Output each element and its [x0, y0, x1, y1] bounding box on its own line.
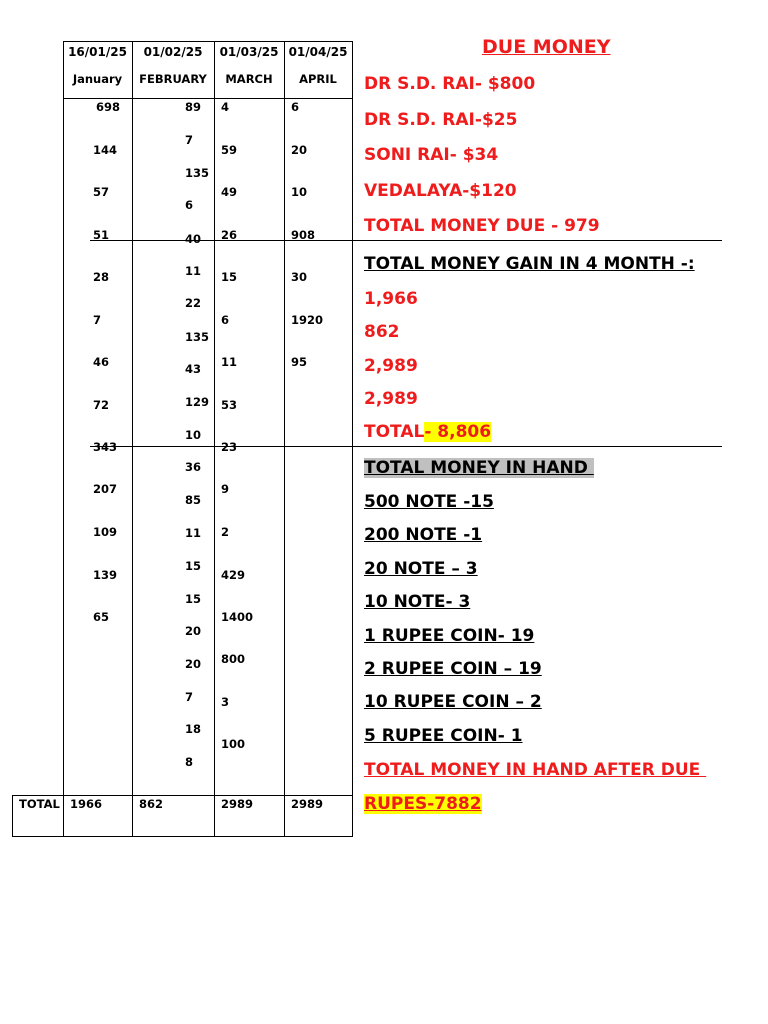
- gain-total-value: - 8,806: [424, 422, 492, 442]
- feb-value: 15: [185, 559, 202, 573]
- hand-item: 1 RUPEE COIN- 19: [364, 626, 535, 646]
- mar-value: 1400: [221, 610, 254, 624]
- header-date-mar: 01/03/25: [219, 45, 279, 59]
- feb-value: 36: [185, 460, 202, 474]
- mar-value: 2: [221, 525, 230, 539]
- mar-value: 3: [221, 695, 230, 709]
- mar-value: 429: [221, 568, 246, 582]
- feb-value: 20: [185, 657, 202, 671]
- mar-value: 26: [221, 228, 238, 242]
- apr-value: 908: [291, 228, 316, 242]
- hand-item: 10 RUPEE COIN – 2: [364, 692, 542, 712]
- mar-value: 11: [221, 355, 238, 369]
- jan-value: 207: [93, 482, 118, 496]
- due-money-title: DUE MONEY: [482, 36, 611, 58]
- gain-total-label: TOTAL: [364, 422, 425, 442]
- feb-value: 85: [185, 493, 202, 507]
- header-month-apr: APRIL: [299, 72, 337, 86]
- mar-value: 9: [221, 482, 230, 496]
- jan-value: 28: [93, 270, 110, 284]
- jan-value: 7: [93, 313, 102, 327]
- total-row-label: TOTAL: [19, 797, 60, 811]
- feb-value: 89: [185, 100, 202, 114]
- hand-title: TOTAL MONEY IN HAND: [364, 458, 594, 478]
- gain-value: 2,989: [364, 356, 418, 376]
- due-item: VEDALAYA-$120: [364, 181, 517, 201]
- hand-item: 500 NOTE -15: [364, 492, 494, 512]
- mar-value: 4: [221, 100, 230, 114]
- jan-value: 698: [96, 100, 121, 114]
- feb-value: 7: [185, 133, 194, 147]
- hand-item: 20 NOTE – 3: [364, 559, 478, 579]
- header-date-apr: 01/04/25: [288, 45, 348, 59]
- feb-value: 6: [185, 198, 194, 212]
- jan-value: 144: [93, 143, 118, 157]
- total-jan: 1966: [70, 797, 103, 811]
- jan-value: 139: [93, 568, 118, 582]
- total-apr: 2989: [291, 797, 324, 811]
- apr-value: 20: [291, 143, 308, 157]
- apr-value: 10: [291, 185, 308, 199]
- feb-value: 43: [185, 362, 202, 376]
- jan-value: 57: [93, 185, 110, 199]
- gain-value: 2,989: [364, 389, 418, 409]
- total-money-due: TOTAL MONEY DUE - 979: [364, 216, 600, 236]
- total-feb: 862: [139, 797, 164, 811]
- mar-value: 15: [221, 270, 238, 284]
- mar-value: 800: [221, 652, 246, 666]
- separator-line: [90, 446, 722, 447]
- gain-total: [364, 422, 491, 442]
- feb-value: 15: [185, 592, 202, 606]
- jan-value: 343: [93, 440, 118, 454]
- header-month-jan: January: [72, 72, 123, 86]
- gain-title: TOTAL MONEY GAIN IN 4 MONTH -:: [364, 254, 695, 274]
- feb-value: 40: [185, 232, 202, 246]
- gain-value: 1,966: [364, 289, 418, 309]
- hand-item: 2 RUPEE COIN – 19: [364, 659, 542, 679]
- feb-value: 135: [185, 330, 210, 344]
- header-date-jan: 16/01/25: [68, 45, 127, 59]
- gain-value: 862: [364, 322, 400, 342]
- jan-value: 46: [93, 355, 110, 369]
- feb-value: 20: [185, 624, 202, 638]
- feb-value: 11: [185, 526, 202, 540]
- after-due-value: RUPES-7882: [364, 794, 482, 814]
- mar-value: 59: [221, 143, 238, 157]
- after-due-label: TOTAL MONEY IN HAND AFTER DUE: [364, 760, 707, 780]
- feb-value: 8: [185, 755, 194, 769]
- feb-value: 22: [185, 296, 202, 310]
- jan-value: 109: [93, 525, 118, 539]
- hand-item: 5 RUPEE COIN- 1: [364, 726, 523, 746]
- hand-item: 10 NOTE- 3: [364, 592, 471, 612]
- mar-value: 23: [221, 440, 238, 454]
- header-month-mar: MARCH: [225, 72, 273, 86]
- mar-value: 49: [221, 185, 238, 199]
- apr-value: 30: [291, 270, 308, 284]
- jan-value: 72: [93, 398, 110, 412]
- jan-value: 51: [93, 228, 110, 242]
- mar-value: 6: [221, 313, 230, 327]
- due-item: SONI RAI- $34: [364, 145, 499, 165]
- due-item: DR S.D. RAI-$25: [364, 110, 518, 130]
- apr-value: 6: [291, 100, 300, 114]
- feb-value: 18: [185, 722, 202, 736]
- apr-value: 1920: [291, 313, 324, 327]
- feb-value: 135: [185, 166, 210, 180]
- feb-value: 7: [185, 690, 194, 704]
- jan-value: 65: [93, 610, 110, 624]
- header-date-feb: 01/02/25: [143, 45, 203, 59]
- feb-value: 11: [185, 264, 202, 278]
- due-item: DR S.D. RAI- $800: [364, 74, 536, 94]
- header-month-feb: FEBRUARY: [139, 72, 207, 86]
- hand-item: 200 NOTE -1: [364, 525, 483, 545]
- mar-value: 53: [221, 398, 238, 412]
- feb-value: 129: [185, 395, 210, 409]
- feb-value: 10: [185, 428, 202, 442]
- mar-value: 100: [221, 737, 246, 751]
- apr-value: 95: [291, 355, 308, 369]
- total-mar: 2989: [221, 797, 254, 811]
